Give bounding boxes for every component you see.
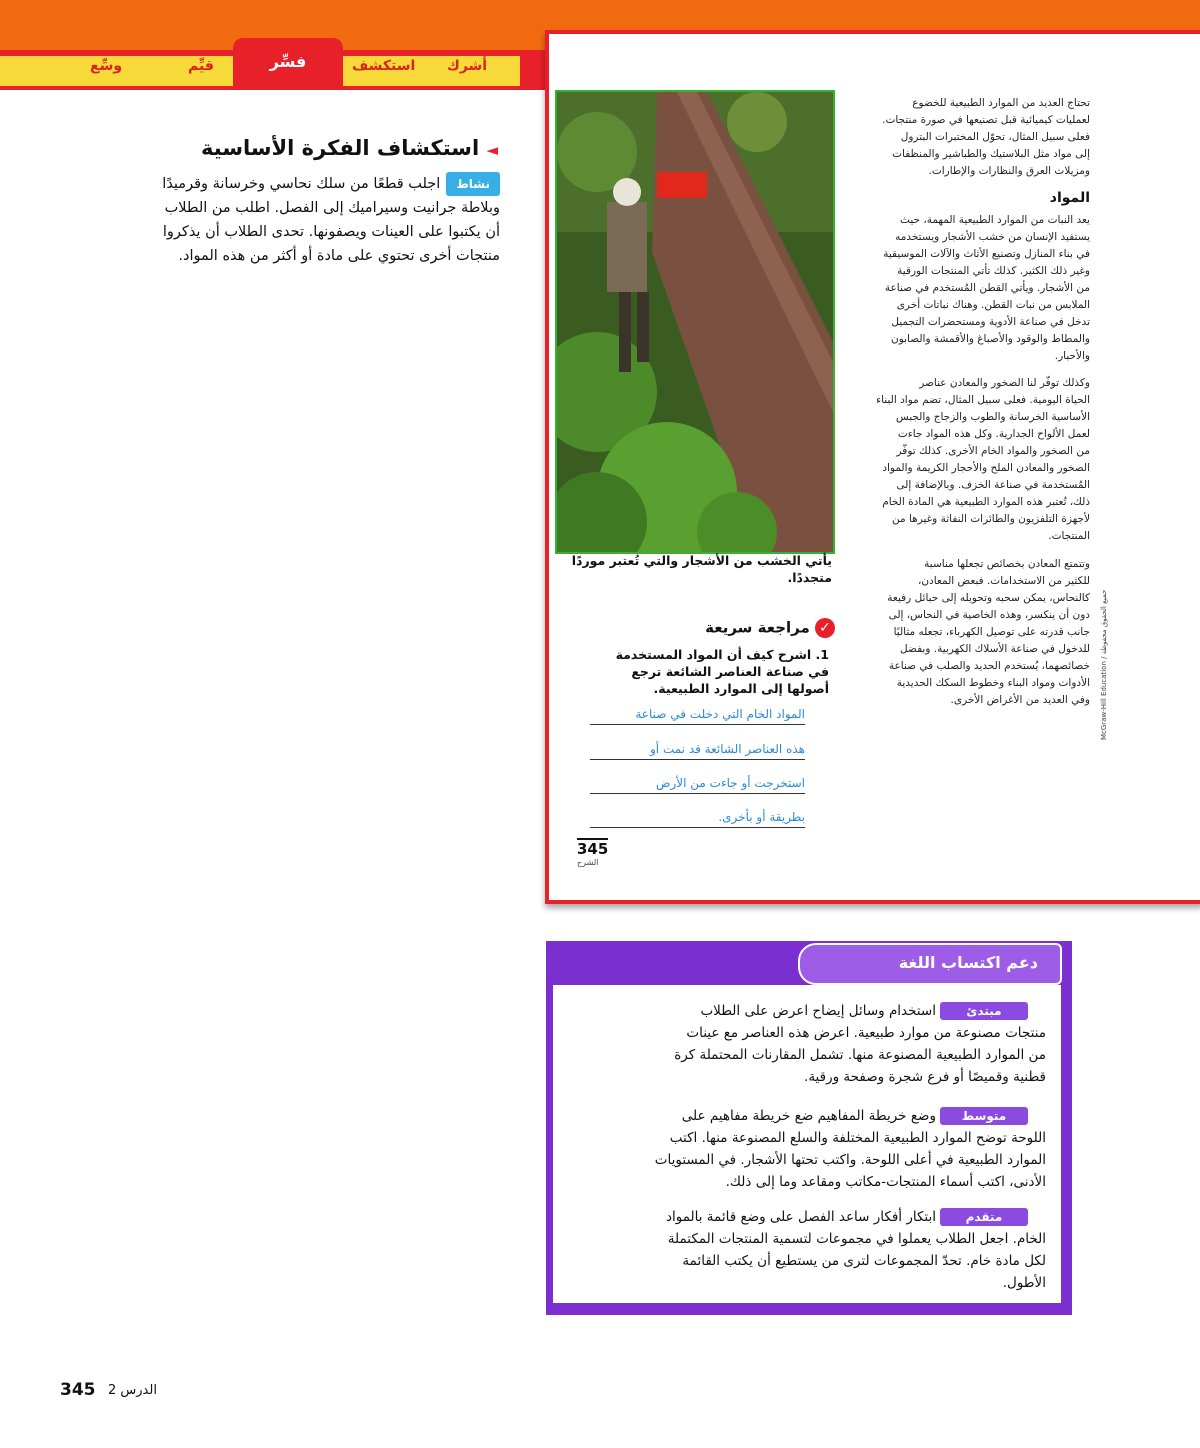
text-line: للكثير من الاستخدامات. فبعض المعادن، [917, 575, 1090, 587]
text-line: ومزيلات العرق والنظارات والإطارات. [928, 165, 1090, 177]
level-badge-advanced: متقدم [940, 1208, 1028, 1226]
photo-logger-tree [555, 90, 835, 554]
explore-title: استكشاف الفكرة الأساسية [201, 136, 480, 160]
text-line: من الأشجار. ويأتي القطن المُستخدم في صناعة [884, 282, 1090, 294]
text-line: من الصخور والمواد الخام الأخرى. كذلك توفّر [896, 445, 1090, 457]
text-line: جانب قدرته على توصيل الكهرباء، تجعله مثاليًا [893, 626, 1090, 638]
page-number: 345 [60, 1380, 96, 1400]
text-line: المنتجات. [1048, 530, 1090, 542]
text-line: ابتكار أفكار ساعد الفصل على وضع قائمة بالمواد [665, 1209, 936, 1225]
activity-tag: نشاط [446, 172, 500, 196]
text-line: لعمل الألواح الجدارية. وكل هذه المواد جاءت [897, 428, 1090, 440]
language-item-beginner [568, 1000, 1046, 1088]
activity-line-4: منتجات أخرى تحتوي على مادة أو أكثر من هذه المواد. [178, 248, 500, 264]
checkmark-icon: ✓ [815, 618, 835, 638]
text-line: الخام. اجعل الطلاب يعملوا في مجموعات لتسمية المنتجات المكتملة [667, 1231, 1046, 1247]
level-badge-intermediate: متوسط [940, 1107, 1028, 1125]
text-line: لعمليات كيميائية قبل تصنيعها في صورة منتجات. [882, 114, 1090, 126]
text-line: لكل مادة خام. تحدّ المجموعات لترى من يستطيع أن يكتب القائمة [682, 1253, 1046, 1269]
text-line: والمطاط والوقود والأصباغ والأقمشة والصابون [891, 333, 1090, 345]
quick-review [600, 618, 835, 697]
text-line: الأطول. [1002, 1275, 1046, 1291]
activity-line-3: أن يكتبوا على العينات ويصفونها. تحدى الطلاب أن يذكروا [162, 224, 500, 240]
text-line: وغير ذلك الكثير. كذلك تأتي المنتجات الورقية [897, 265, 1090, 277]
text-line: يستفيد الإنسان من خشب الأشجار ويستخدمه [895, 231, 1090, 243]
question-number: 1. [815, 647, 829, 662]
text-line: استخدام وسائل إيضاح اعرض على الطلاب [700, 1003, 936, 1019]
text-line: دون أن ينكسر، وهذه الخاصية في النحاس، إلى [888, 609, 1090, 621]
tab-explain[interactable] [233, 38, 343, 90]
intro-paragraph [850, 95, 1090, 180]
answer-line: المواد الخام التي دخلت في صناعة [590, 707, 805, 725]
activity-line-1: اجلب قطعًا من سلك نحاسي وخرسانة وقرميدًا [162, 176, 441, 192]
question-text: اشرح كيف أن المواد المستخدمة في صناعة العناصر الشائعة ترجع أصولها إلى الموارد الطبيعية. [615, 647, 829, 696]
language-item-advanced [568, 1206, 1046, 1294]
tab-evaluate[interactable]: قيِّم [188, 58, 214, 74]
text-line: يعد النبات من الموارد الطبيعية المهمة، حيث [900, 214, 1090, 226]
review-question [600, 646, 835, 697]
activity-text [70, 172, 500, 268]
language-support-title-text: دعم اكتساب اللغة [898, 953, 1038, 972]
mini-page-number: 345 [577, 840, 609, 858]
text-line: الأدنى، اكتب أسماء المنتجات-مكاتب ومقاعد وما إلى ذلك. [725, 1174, 1046, 1190]
text-line: منتجات مصنوعة من موارد طبيعية. اعرض هذه العناصر مع عينات [686, 1025, 1046, 1041]
text-line: كالنحاس، يمكن سحبه وتحويله إلى حبائل رفيعة [887, 592, 1090, 604]
text-line: لأجهزة التلفزيون والطائرات النفاثة وغيرها من [892, 513, 1090, 525]
text-line: تحتاج العديد من الموارد الطبيعية للخضوع [912, 97, 1090, 109]
text-line: تدخل في صناعة الأدوية ومستحضرات التجميل [891, 316, 1090, 328]
text-line: وفي العديد من الأغراض الأخرى. [950, 694, 1090, 706]
explore-heading [78, 136, 498, 160]
text-line: من الموارد الطبيعية المصنوعة منها. تشمل المقارنات المحتملة كرة [674, 1047, 1046, 1063]
text-line: خصائصهما، يُستخدم الحديد والصلب في صناعة [888, 660, 1090, 672]
text-line: الملابس من نبات القطن. وهناك نباتات أخرى [896, 299, 1090, 311]
tab-explain-label: فسِّر [269, 52, 307, 71]
text-line: إلى مواد مثل البلاستيك والطباشير والمنظفات [892, 148, 1090, 160]
tab-explore[interactable]: استكشف [352, 58, 416, 74]
answer-line: بطريقة أو بأخرى. [590, 810, 805, 828]
text-line: وتتمتع المعادن بخصائص تجعلها مناسبة [924, 558, 1090, 570]
text-line: والأحبار. [1054, 350, 1090, 362]
text-line: اللوحة توضح الموارد الطبيعية المختلفة والسلع المصنوعة منها. اكتب [669, 1130, 1046, 1146]
explore-section [78, 136, 498, 160]
materials-paragraph-1 [850, 212, 1090, 365]
text-line: الموارد الطبيعية في أعلى اللوحة. واكتب تحتها الأشجار. في المستويات [654, 1152, 1046, 1168]
materials-paragraph-2 [850, 375, 1090, 545]
answer-line: هذه العناصر الشائعة قد نمت أو [590, 742, 805, 760]
mini-page-label: الشرح [577, 858, 599, 867]
tab-engage[interactable]: أشرك [447, 58, 488, 74]
logger-photo-illustration [557, 92, 833, 552]
photo-caption: يأتي الخشب من الأشجار والتي تُعتبر موردًا متجددًا. [571, 553, 832, 585]
text-line: فعلى سبيل المثال، تحوّل المختبرات البترول [900, 131, 1090, 143]
lesson-label: الدرس 2 [108, 1383, 157, 1398]
language-support-title [798, 943, 1062, 985]
arrow-icon: ◄ [486, 141, 498, 159]
text-line: الصخور والمعادن الملح والأحجار الكريمة والمواد [882, 462, 1090, 474]
text-line: الأساسية الخرسانة والطوب والزجاج والجبس [895, 411, 1090, 423]
text-line: وضع خريطة المفاهيم ضع خريطة مفاهيم على [681, 1108, 936, 1124]
quick-review-heading [600, 618, 835, 638]
level-badge-beginner: مبتدئ [940, 1002, 1028, 1020]
text-line: للدخول في صناعة الأسلاك الكهربية. وبفضل [900, 643, 1090, 655]
text-line: في بناء المنازل وتصنيع الأثاث والآلات الموسيقية [883, 248, 1090, 260]
text-line: الحياة اليومية. فعلى سبيل المثال، تضم مواد البناء [876, 394, 1090, 406]
answer-line: استخرجت أو جاءت من الأرض [590, 776, 805, 794]
quick-review-title: مراجعة سريعة [705, 618, 810, 637]
text-line: وكذلك توفّر لنا الصخور والمعادن عناصر [919, 377, 1090, 389]
materials-heading: المواد [1049, 190, 1090, 206]
text-line: قطنية وقميصًا أو فرع شجرة وصفحة ورقية. [804, 1069, 1046, 1085]
text-line: الأدوات ومواد البناء وخطوط السكك الحديدية [896, 677, 1090, 689]
materials-paragraph-3 [850, 556, 1090, 709]
text-line: ذلك، تُعتبر هذه الموارد الطبيعية هي المادة الخام [882, 496, 1090, 508]
tab-elaborate[interactable]: وسِّع [90, 58, 123, 74]
activity-line [70, 172, 500, 196]
copyright-credit: McGraw-Hill Education / جميع الحقوق محفوظة [1100, 589, 1108, 740]
text-line: المُستخدمة في صناعة الخزف. وبالإضافة إلى [896, 479, 1090, 491]
language-item-intermediate [568, 1105, 1046, 1193]
activity-line-2: وبلاطة جرانيت وسيراميك إلى الفصل. اطلب من الطلاب [164, 200, 500, 216]
